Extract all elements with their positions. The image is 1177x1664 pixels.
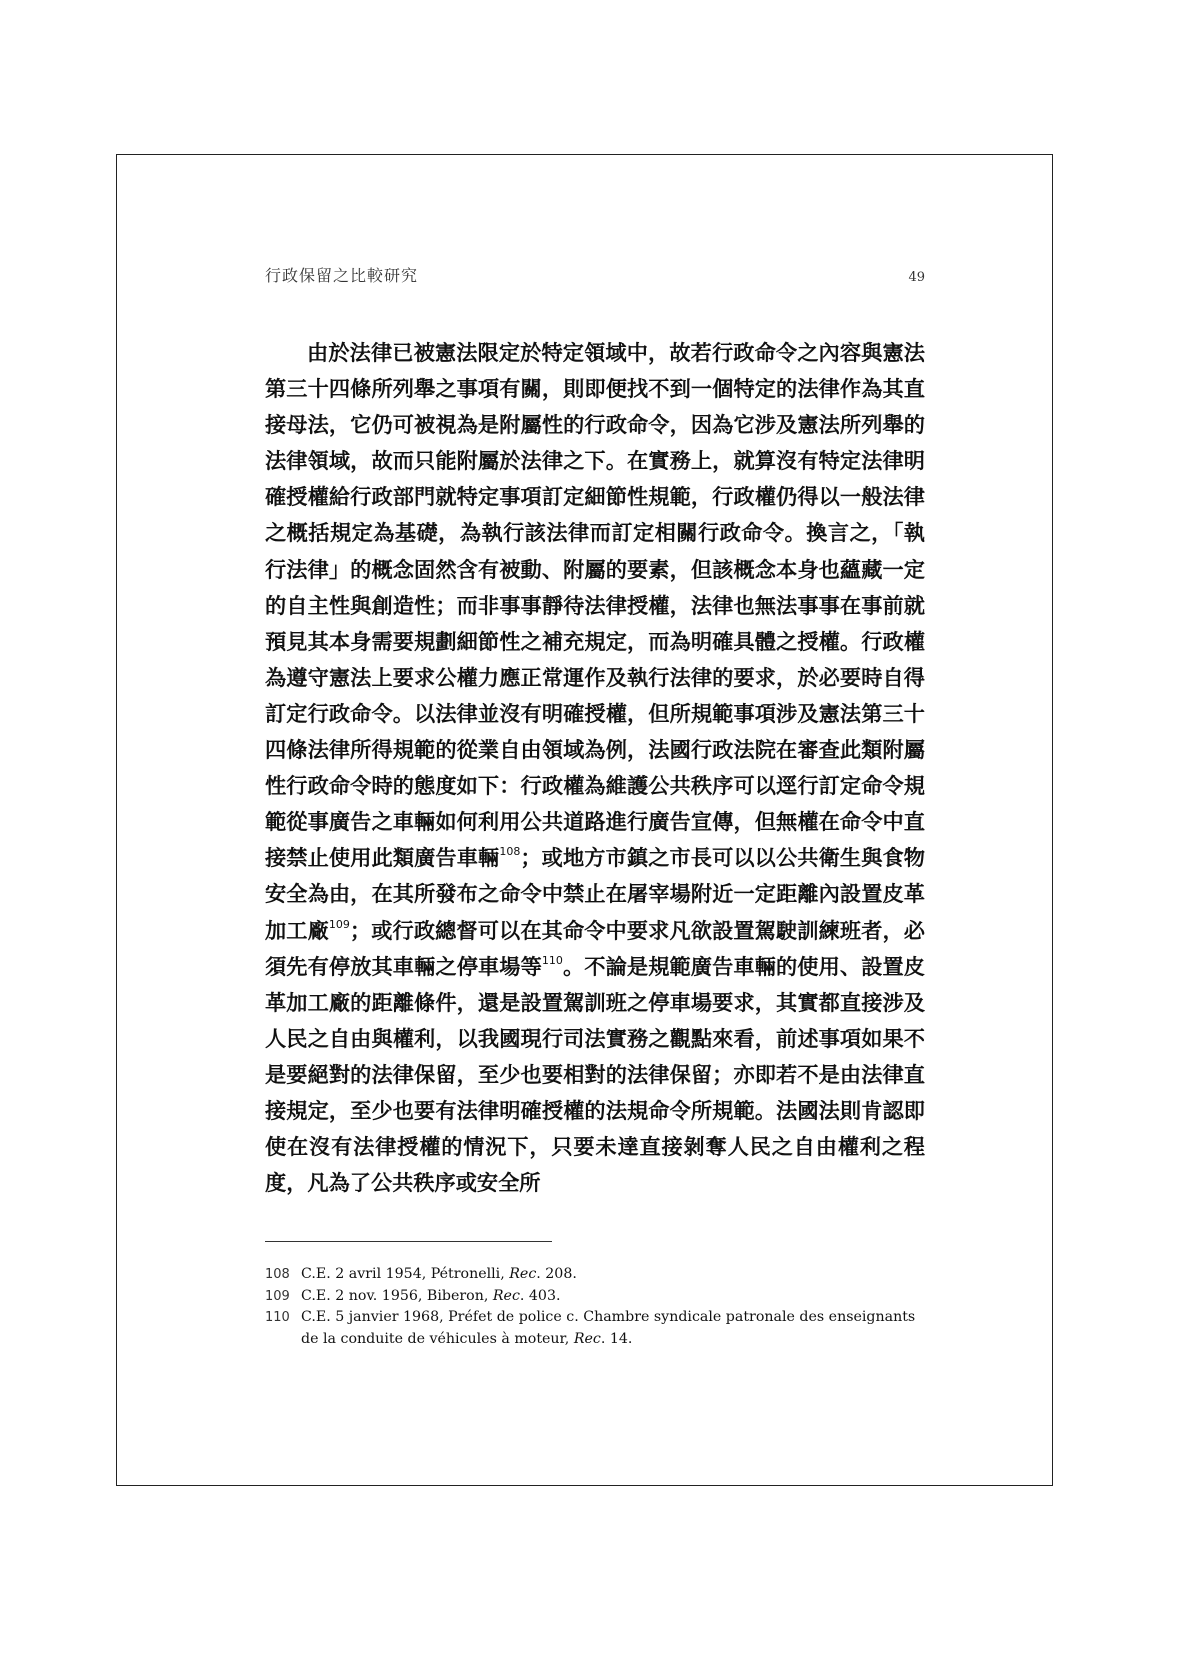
body-text-part-4: 。不論是規範廣告車輛的使用、設置皮革加工廠的距離條件，還是設置駕訓班之停車場要求，其實都直接涉及人民之自由與權利，以我國現行司法實務之觀點來看，前述事項如果不是要絕對的法律保留，至少也要相對的法律保留；亦即若不是由法律直接規定，至少也要有法律明確授權的法規命令所規範。法國法則肯認即使在沒有法律授權的情況下，只要未達直接剝奪人民之自由權利之程度，凡為了公共秩序或安全所 [265, 953, 925, 1196]
body-paragraph [265, 335, 925, 1201]
footnote-item [265, 1286, 925, 1308]
page-number: 49 [908, 270, 925, 285]
footnote-ref-108[interactable]: 108 [499, 845, 521, 859]
running-header [265, 263, 925, 286]
body-text-part-1: 由於法律已被憲法限定於特定領域中，故若行政命令之內容與憲法第三十四條所列舉之事項有關，則即便找不到一個特定的法律作為其直接母法，它仍可被視為是附屬性的行政命令，因為它涉及憲法所列舉的法律領域，故而只能附屬於法律之下。在實務上，就算沒有特定法律明確授權給行政部門就特定事項訂定細節性規範，行政權仍得以一般法律之概括規定為基礎，為執行該法律而訂定相關行政命令。換言之，「執行法律」的概念固然含有被動、附屬的要素，但該概念本身也蘊藏一定的自主性與創造性；而非事事靜待法律授權，法律也無法事事在事前就預見其本身需要規劃細節性之補充規定，而為明確具體之授權。行政權為遵守憲法上要求公權力應正常運作及執行法律的要求，於必要時自得訂定行政命令。以法律並沒有明確授權，但所規範事項涉及憲法第三十四條法律所得規範的從業自由領域為例，法國行政法院在審查此類附屬性行政命令時的態度如下：行政權為維護公共秩序可以逕行訂定命令規範從事廣告之車輛如何利用公共道路進行廣告宣傳，但無權在命令中直接禁止使用此類廣告車輛 [265, 340, 925, 871]
body-text-part-3: ；或行政總督可以在其命令中要求凡欲設置駕駛訓練班者，必須先有停放其車輛之停車場等 [265, 917, 925, 979]
footnote-item [265, 1264, 925, 1286]
footnote-text: C.E. 5 janvier 1968, Préfet de police c. Chambre syndicale patronale des enseignants de la conduite de véhicules à moteur, Rec. 14. [301, 1309, 916, 1347]
footnote-divider [265, 1241, 552, 1242]
footnote-ref-110[interactable]: 110 [541, 953, 563, 967]
footnote-ref-109[interactable]: 109 [328, 917, 350, 931]
footnote-number: 109 [265, 1288, 290, 1304]
footnote-text: C.E. 2 avril 1954, Pétronelli, Rec. 208. [301, 1266, 577, 1282]
running-title: 行政保留之比較研究 [265, 266, 419, 285]
footnote-number: 108 [265, 1267, 290, 1282]
footnote-item [265, 1307, 925, 1350]
body-text-part-2: ；或地方市鎮之市長可以以公共衛生與食物安全為由，在其所發布之命令中禁止在屠宰場附近一定距離內設置皮革加工廠 [265, 845, 925, 943]
footnotes [265, 1264, 925, 1350]
footnote-text: C.E. 2 nov. 1956, Biberon, Rec. 403. [301, 1287, 561, 1304]
footnote-number: 110 [265, 1310, 290, 1325]
